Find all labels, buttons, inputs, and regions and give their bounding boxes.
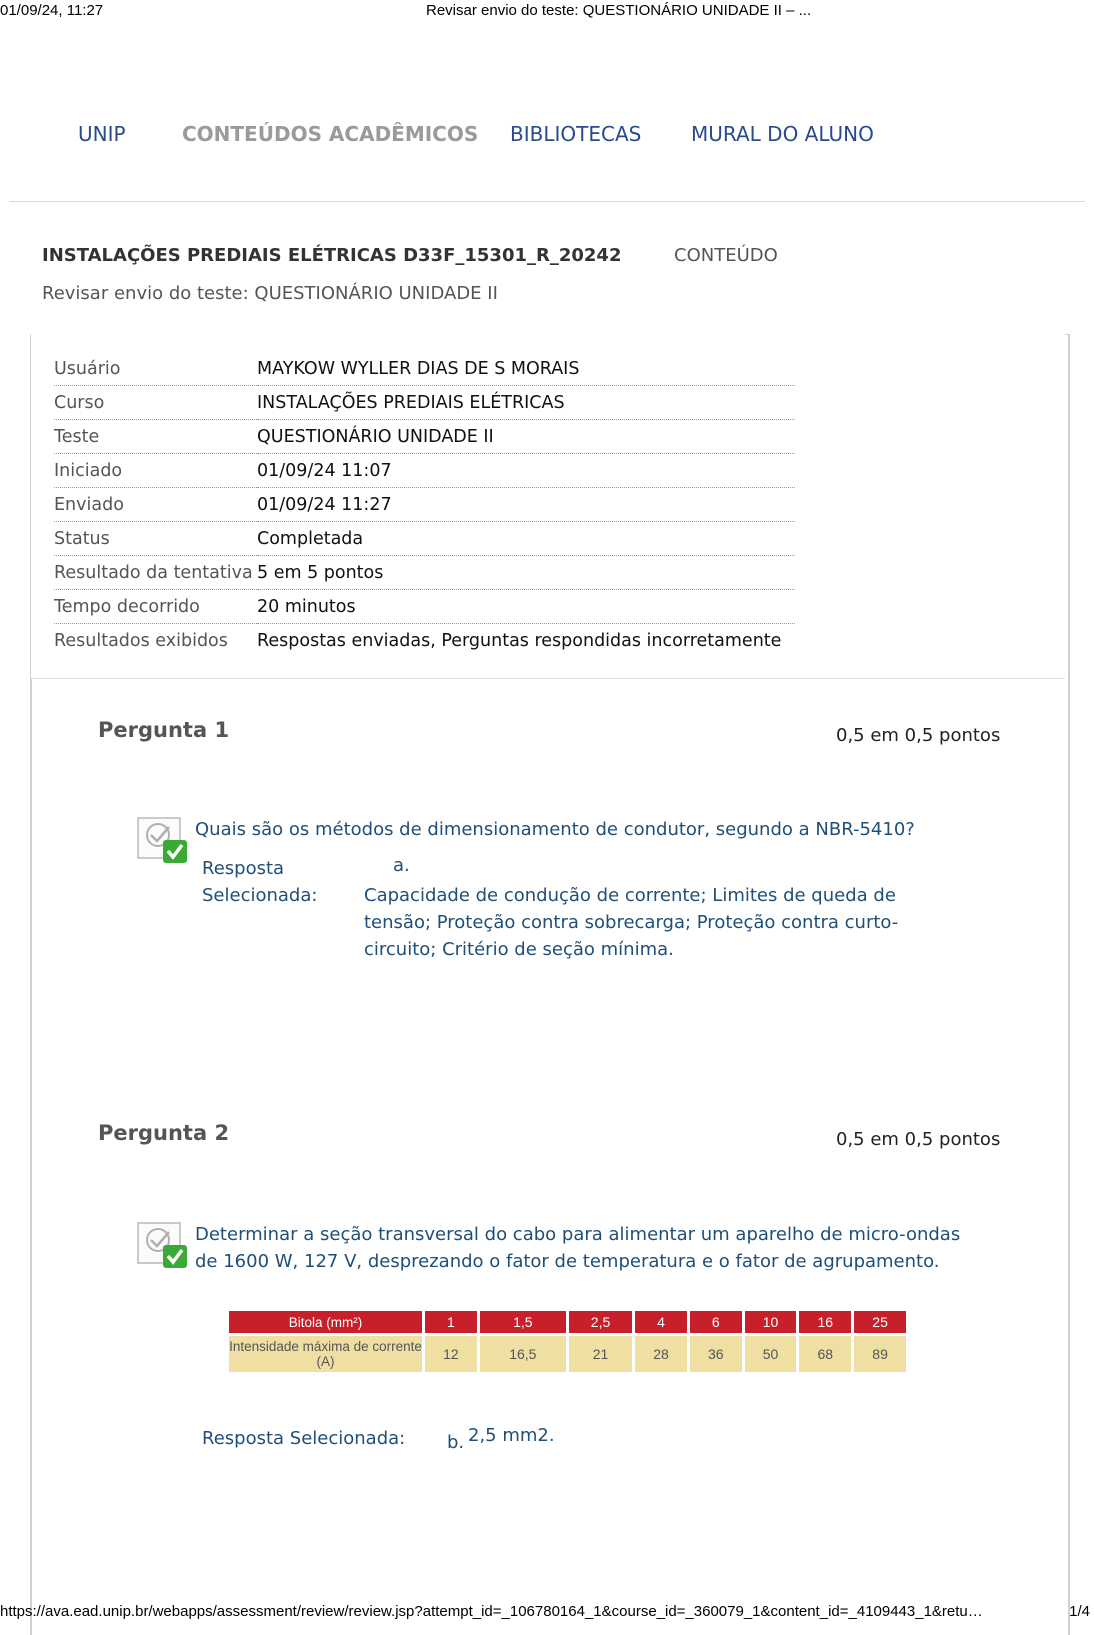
info-value: 20 minutos — [257, 590, 795, 624]
bitola-cell: 10 — [743, 1311, 798, 1335]
attempt-info-table — [54, 352, 795, 657]
info-value: MAYKOW WYLLER DIAS DE S MORAIS — [257, 352, 795, 386]
info-row-teste — [54, 420, 795, 454]
info-row-usuario — [54, 352, 795, 386]
info-value: 01/09/24 11:27 — [257, 488, 795, 522]
bitola-cell: 4 — [634, 1311, 689, 1335]
info-row-status — [54, 522, 795, 556]
corrente-row — [229, 1335, 908, 1374]
question-1-answer-label — [202, 855, 317, 909]
question-2-text: Determinar a seção transversal do cabo para alimentar um aparelho de micro-ondas de 1600 W, 127 V, desprezando o fator de temperatura e o fator de agrupamento. — [195, 1224, 961, 1272]
bitola-header-label: Bitola (mm²) — [229, 1311, 424, 1335]
info-value: Respostas enviadas, Perguntas respondidas incorretamente — [257, 630, 782, 651]
question-2-title: Pergunta 2 — [98, 1121, 230, 1145]
print-footer — [0, 1603, 1094, 1623]
info-row-curso — [54, 386, 795, 420]
bitola-cell: 25 — [853, 1311, 908, 1335]
bitola-cell: 1 — [424, 1311, 479, 1335]
bitola-table — [229, 1311, 909, 1375]
question-1-title: Pergunta 1 — [98, 718, 230, 742]
nav-unip[interactable]: UNIP — [78, 122, 126, 146]
course-title: INSTALAÇÕES PREDIAIS ELÉTRICAS D33F_15301_R_20242 — [42, 245, 622, 266]
question-1-answer-letter: a. — [393, 855, 410, 876]
nav-conteudos-academicos[interactable]: CONTEÚDOS ACADÊMICOS — [182, 122, 479, 146]
info-label: Tempo decorrido — [54, 590, 257, 624]
corrente-cell: 68 — [798, 1335, 853, 1374]
info-value: 5 em 5 pontos — [257, 556, 795, 590]
corrente-cell: 36 — [688, 1335, 743, 1374]
info-value: Completada — [257, 522, 795, 556]
attempt-info-panel — [31, 334, 1065, 679]
corrente-cell: 16,5 — [478, 1335, 567, 1374]
correct-answer-icon — [137, 1220, 189, 1270]
correct-answer-icon — [137, 815, 189, 865]
bitola-cell: 16 — [798, 1311, 853, 1335]
info-row-enviado — [54, 488, 795, 522]
info-label: Resultado da tentativa — [54, 556, 257, 590]
corrente-cell: 12 — [424, 1335, 479, 1374]
info-label: Iniciado — [54, 454, 257, 488]
question-1-points: 0,5 em 0,5 pontos — [836, 725, 1001, 746]
info-value: INSTALAÇÕES PREDIAIS ELÉTRICAS — [257, 386, 795, 420]
answer-label-line-2: Selecionada: — [202, 885, 318, 906]
answer-label-line-1: Resposta — [202, 858, 285, 879]
info-value: QUESTIONÁRIO UNIDADE II — [257, 420, 795, 454]
question-2-answer-letter: b. — [447, 1432, 465, 1453]
bitola-cell: 2,5 — [567, 1311, 633, 1335]
nav-bibliotecas[interactable]: BIBLIOTECAS — [510, 122, 642, 146]
info-label: Curso — [54, 386, 257, 420]
bitola-cell: 6 — [688, 1311, 743, 1335]
info-label: Enviado — [54, 488, 257, 522]
print-timestamp: 01/09/24, 11:27 — [0, 2, 104, 19]
bitola-header-row — [229, 1311, 908, 1335]
question-1-text: Quais são os métodos de dimensionamento de condutor, segundo a NBR-5410? — [195, 819, 915, 840]
info-label: Usuário — [54, 352, 257, 386]
info-row-tempo — [54, 590, 795, 624]
corrente-cell: 89 — [853, 1335, 908, 1374]
corrente-cell: 21 — [567, 1335, 633, 1374]
info-label: Resultados exibidos — [54, 630, 228, 651]
info-row-resultados-exibidos — [54, 624, 795, 658]
question-2-points: 0,5 em 0,5 pontos — [836, 1129, 1001, 1150]
info-row-resultado — [54, 556, 795, 590]
print-url: https://ava.ead.unip.br/webapps/assessment/review/review.jsp?attempt_id=_106780164_1&course_id=_360079_1&content_id=_4109443_1&retu… — [0, 1603, 983, 1620]
info-label: Status — [54, 522, 257, 556]
page-subtitle: Revisar envio do teste: QUESTIONÁRIO UNIDADE II — [42, 283, 498, 304]
bitola-cell: 1,5 — [478, 1311, 567, 1335]
corrente-cell: 50 — [743, 1335, 798, 1374]
nav-divider — [9, 201, 1085, 202]
info-label: Teste — [54, 420, 257, 454]
corrente-row-label: Intensidade máxima de corrente (A) — [229, 1335, 424, 1374]
course-content-link[interactable]: CONTEÚDO — [674, 245, 778, 266]
print-page-number: 1/4 — [1069, 1603, 1090, 1620]
info-row-iniciado — [54, 454, 795, 488]
nav-mural-do-aluno[interactable]: MURAL DO ALUNO — [691, 122, 874, 146]
question-2-answer-text: 2,5 mm2. — [468, 1425, 555, 1446]
question-1-answer-text: Capacidade de condução de corrente; Limites de queda de tensão; Proteção contra sobrecarga; Proteção contra curto-circuito; Critério de seção mínima. — [364, 885, 899, 960]
corrente-cell: 28 — [634, 1335, 689, 1374]
question-2-answer-label: Resposta Selecionada: — [202, 1428, 406, 1449]
info-value: 01/09/24 11:07 — [257, 454, 795, 488]
print-title: Revisar envio do teste: QUESTIONÁRIO UNIDADE II – ... — [426, 2, 812, 19]
print-header — [0, 2, 1094, 22]
